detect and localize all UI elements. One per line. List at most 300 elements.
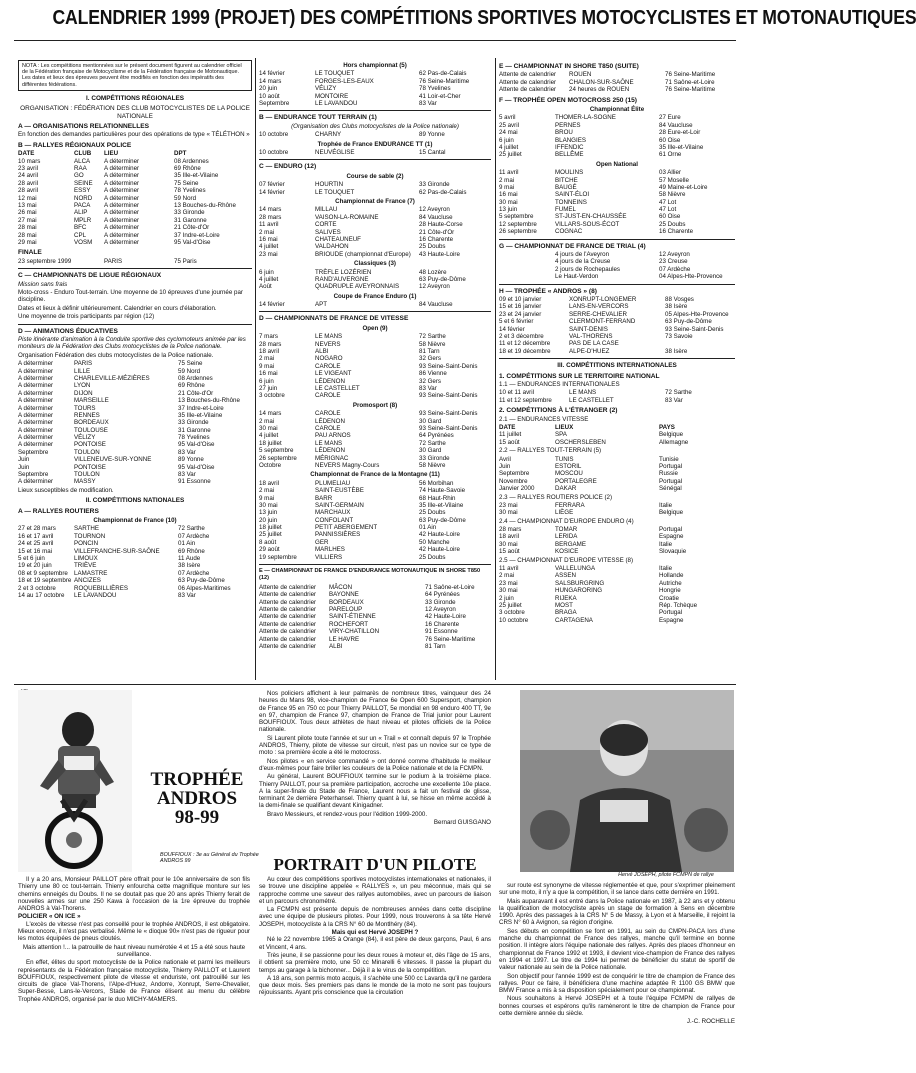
table-cell: 12 Aveyron [419,283,450,291]
table-row [499,184,735,191]
table-row [499,311,735,318]
table-cell: PONTOISE [74,441,106,449]
table-cell: Septembre [259,99,290,107]
table-cell: 58 Nièvre [659,191,686,199]
table-cell: LIMOUX [74,555,98,563]
table-cell: 12 Aveyron [659,251,690,259]
table-row [499,595,735,602]
table-cell: Hongrie [659,587,681,595]
table-cell: 18 avril [259,479,279,487]
table-cell: Belgique [659,509,684,517]
table-cell: SPA [555,431,567,439]
table-row [18,478,252,485]
table-cell: 63 Puy-de-Dôme [419,516,466,524]
table-row [499,565,735,572]
table-cell: 14 mars [259,77,282,85]
table-cell: 2 juin [499,594,514,602]
table-cell: Italie [659,540,673,548]
table-cell: A déterminer [104,194,140,202]
table-row [18,202,252,209]
table-row [499,199,735,206]
table-cell: 10 octobre [499,616,529,624]
table-row [499,463,735,470]
table-cell: 72 Sarthe [178,525,205,533]
paragraph: (Organisation des Clubs motocyclistes de la Police nationale) [291,122,459,130]
table-cell: MÉRIGNAC [315,454,349,462]
table-row [499,221,735,228]
divider [259,110,491,111]
table-row [259,440,491,447]
table-row [18,360,252,367]
table-cell: 47 Lot [659,198,677,206]
schedule-table [259,131,491,138]
table-cell: 12 mai [18,194,37,202]
table-row [499,617,735,624]
table-cell: 58 Nièvre [419,340,446,348]
table-row [18,592,252,599]
table-cell: 26 mai [18,209,37,217]
paragraph: Lieux susceptibles de modification. [18,486,114,494]
table-row [499,129,735,136]
table-cell: Sénégal [659,485,682,493]
divider [499,239,735,240]
table-cell: Hollande [659,572,684,580]
table-cell: BAUGÉ [555,183,577,191]
table-row [18,375,252,382]
schedule-table [499,431,735,446]
table-cell: 76 Seine-Maritime [425,635,476,643]
schedule-table [259,584,491,651]
subsection-heading: D — CHAMPIONNATS DE FRANCE DE VITESSE [259,315,409,323]
schedule-table [259,410,491,469]
finale-label: FINALE [18,249,42,257]
table-cell: 10 août [259,92,280,100]
schedule-table [499,502,735,517]
subsection-heading: 2. COMPÉTITIONS À L'ÉTRANGER (2) [499,407,618,415]
table-cell: 11 avril [259,221,279,229]
table-cell: TUNIS [555,455,574,463]
table-cell: 35 Ille-et-Vilaine [174,172,219,180]
table-cell: A déterminer [18,389,54,397]
table-cell: VAISON-LA-ROMAINE [315,213,379,221]
table-row [499,213,735,220]
table-cell: 07 Ardèche [659,265,691,273]
table-row [499,389,735,396]
table-cell: Attente de calendrier [499,86,557,94]
schedule-table [499,71,735,93]
table-cell: 18 avril [499,533,519,541]
table-cell: LÉDENON [315,377,345,385]
table-cell: NORD [74,194,93,202]
table-row [259,455,491,462]
table-cell: 62 Pas-de-Calais [419,188,467,196]
table-row [499,169,735,176]
table-cell: LE MANS [315,333,343,341]
table-cell: 13 Bouches-du-Rhône [174,201,236,209]
table-cell: 56 Morbihan [419,479,454,487]
table-cell: Le Haut-Verdon [555,273,599,281]
column-divider [495,58,496,680]
table-cell: 81 Tarn [425,642,446,650]
section-rule [14,684,736,685]
table-cell: Russie [659,470,678,478]
table-cell: A déterminer [104,165,140,173]
table-cell: Espagne [659,533,684,541]
table-cell: BORDEAUX [329,598,364,606]
table-cell: 28 Haute-Corse [419,221,463,229]
table-cell: LYON [74,382,91,390]
table-cell: 89 Yonne [178,456,204,464]
table-cell: 83 Var [419,99,437,107]
table-row [499,456,735,463]
table-cell: 42 Haute-Loire [419,546,460,554]
table-cell: CAROLE [315,424,341,432]
column-divider [255,58,256,680]
table-cell: KOSICE [555,548,579,556]
subsection-heading: A — ORGANISATIONS RELATIONNELLES [18,123,150,131]
divider [499,284,735,285]
table-cell: 38 Isère [665,347,688,355]
table-cell: FERRARA [555,501,585,509]
table-cell: ALBI [329,642,343,650]
table-cell: MARSEILLE [74,397,109,405]
table-row [259,480,491,487]
table-row [18,368,252,375]
table-row [18,525,252,532]
table-cell: 14 février [259,188,285,196]
table-cell: 35 Ille-et-Vilaine [419,501,464,509]
table-cell: 23 avril [18,165,38,173]
table-cell: MOSCOU [555,470,583,478]
table-cell: SARTHE [74,525,99,533]
table-cell: 88 Vosges [665,296,694,304]
table-row [499,114,735,121]
table-cell: 28 mars [499,526,522,534]
table-row [18,405,252,412]
table-cell: Attente de calendrier [259,635,317,643]
table-cell: 24 avril [18,172,38,180]
table-cell: 28 avril [18,179,38,187]
table-cell: 11 avril [499,169,519,177]
table-cell: TOULON [74,448,100,456]
table-cell: A déterminer [104,187,140,195]
table-cell: NEUVÉGLISE [315,148,355,156]
table-row [259,524,491,531]
table-cell: A déterminer [18,441,54,449]
table-cell: TOURS [74,404,96,412]
table-cell: 5 septembre [259,447,294,455]
table-row [18,570,252,577]
table-cell: NEVERS [315,340,341,348]
table-cell: 42 Haute-Loire [419,531,460,539]
subsection-heading: E — CHAMPIONNAT DE FRANCE D'ENDURANCE MOTONAUTIQUE IN SHORE T850 (12) [259,568,481,582]
table-cell: 28 Eure-et-Loir [659,129,701,137]
table-cell: 26 septembre [259,454,297,462]
table-cell: 89 Yonne [419,131,445,139]
table-row [18,172,252,179]
table-cell: 15 août [499,548,520,556]
table-cell: 10 octobre [259,148,289,156]
table-row [499,273,735,280]
table-cell: NEVERS Magny-Cours [315,461,380,469]
table-cell: A déterminer [18,382,54,390]
table-cell: BERGAME [555,540,586,548]
table-cell: 28 mai [18,231,37,239]
table-row [259,229,491,236]
table-cell: GO [74,172,84,180]
table-row [259,621,491,628]
table-cell: PONTOISE [74,463,106,471]
table-row [259,462,491,469]
table-cell: 19 septembre [259,553,297,561]
table-cell: QUADRUPLE AVEYRONNAIS [315,283,400,291]
table-cell: MARLHES [315,546,345,554]
table-cell: 86 Vienne [419,370,447,378]
table-row [499,509,735,516]
table-cell: ALPE-D'HUEZ [569,347,610,355]
table-row [259,149,491,156]
table-cell: A déterminer [104,172,140,180]
table-cell: 30 mai [499,198,518,206]
table-cell: 18 avril [259,348,279,356]
table-cell: A déterminer [104,201,140,209]
table-cell: VILLENEUVE-SUR-YONNE [74,456,152,464]
divider [259,564,491,565]
table-cell: 93 Seine-Saint-Denis [419,392,478,400]
table-cell: VAL-THORENS [569,332,613,340]
table-cell: DAKAR [555,485,577,493]
table-row [18,382,252,389]
table-cell: 91 Essonne [425,628,458,636]
table-cell: VOSM [74,238,93,246]
subsection-heading: D — ANIMATIONS ÉDUCATIVES [18,327,118,335]
table-cell: 61 Orne [659,151,682,159]
table-cell: 69 Rhône [178,547,205,555]
subsection-heading: C — ENDURO (12) [259,163,317,171]
sub-heading: Championnat de France (7) [335,197,415,205]
table-row [499,296,735,303]
table-cell: FORGES-LES-EAUX [315,77,374,85]
table-cell: Septembre [18,448,49,456]
table-cell: 10 mars [18,157,41,165]
paragraph: Organisation Fédération des clubs motocyclistes de la Police nationale. [18,351,214,359]
table-cell: 13 Bouches-du-Rhône [178,397,240,405]
table-cell: RENNES [74,411,100,419]
table-cell: 16 mai [499,191,518,199]
table-cell: 07 Ardèche [178,569,210,577]
divider [18,324,252,325]
table-cell: 58 Nièvre [419,461,446,469]
table-cell: 27 Eure [659,114,681,122]
table-cell: 78 Yvelines [178,434,210,442]
table-cell: 72 Sarthe [419,333,446,341]
table-row [499,258,735,265]
table-row [259,584,491,591]
table-cell: 09 et 10 janvier [499,296,542,304]
table-cell: OSCHERSLEBEN [555,438,606,446]
table-cell: 62 Pas-de-Calais [419,70,467,78]
table-cell: 95 Val-d'Oise [174,238,211,246]
table-cell: 03 Allier [659,169,682,177]
table-cell: 57 Moselle [659,176,689,184]
table-cell: 83 Var [178,471,196,479]
table-cell: 32 Gers [419,355,442,363]
table-cell: A déterminer [18,404,54,412]
table-cell: 64 Pyrénées [419,432,454,440]
table-cell: 38 Isère [178,562,201,570]
table-cell: PERNES [555,121,581,129]
table-cell: FUMEL [555,206,576,214]
table-cell: 14 au 17 octobre [18,591,65,599]
table-cell: LILLE [74,367,91,375]
table-cell: 14 février [259,301,285,309]
paragraph: 2.2 — RALLYES TOUT-TERRAIN (5) [499,447,602,455]
table-cell: 83 Var [178,591,196,599]
table-cell: 20 juin [259,516,278,524]
table-row [259,333,491,340]
table-cell: 37 Indre-et-Loire [174,231,220,239]
table-cell: 08 Ardennes [178,374,213,382]
table-cell: BORDEAUX [74,419,109,427]
table-row [18,471,252,478]
table-row [259,283,491,290]
table-cell: Portugal [659,609,683,617]
table-row [499,478,735,485]
schedule-table [499,526,735,556]
table-cell: LAMASTRE [74,569,108,577]
table-row [259,606,491,613]
table-cell: 16 mai [259,370,278,378]
table-cell: BRIOUDE (championnat d'Europe) [315,250,411,258]
table-cell: CAROLE [315,362,341,370]
table-cell: TRIÈVE [74,562,97,570]
table-cell: ROQUEBILLIÈRES [74,584,128,592]
table-row [18,180,252,187]
table-cell: A déterminer [104,179,140,187]
table-row [259,78,491,85]
table-cell: 15 et 16 mai [18,547,53,555]
table-cell: LE VIGEANT [315,370,352,378]
table-cell: LE TOUQUET [315,70,355,78]
table-cell: LE LAVANDOU [315,99,358,107]
table-cell: BROU [555,129,573,137]
table-cell: Septembre [499,470,530,478]
table-cell: 47 Lot [659,206,677,214]
table-row [18,585,252,592]
table-cell: 2 mai [259,355,275,363]
schedule-table [499,456,735,493]
subsection-heading: F — TROPHÉE OPEN MOTOCROSS 250 (15) [499,96,638,104]
table-cell [665,340,735,347]
table-cell: 25 juillet [259,531,282,539]
table-row [259,531,491,538]
table-cell: 84 Vaucluse [419,301,453,309]
table-cell: VILLIERS [315,553,343,561]
table-cell: PETIT ABERGEMENT [315,524,378,532]
portrait-article-continued: sur route est synonyme de vitesse réglementée et que, pour s'exprimer pleinement sur une moto, il n'y a que la compétition, il se lance dans cette dernière en 1991. Mais auparavant il est entré dans la Police nationale en 1987, à 22 ans et y obtenu la qualification de motocycliste après un stage de formation à Sens en décembre 1990. Après des passages à la CRS N° 5 de Massy, à Lyon et à Marseille, il rejoint la CRS N° 60 à Avignon, sa région d'origine. Ses débuts en compétition se font en 1991, au sein du CMPN-PACA lors d'une manche du championnat de France des rallyes, manche qu'il termine en bonne position. Il intègre alors l'équipe nationale des rallyes. Après des places d'honneur en championnat de France 1992 et 1993, il devient vice-champion de France des rallyes en 1994 et 1997. Le titre de 1994 lui permet de bénéficier du statut de sportif de valeur nationale au sein de la Police nationale. Son objectif pour l'année 1999 est de conquérir le titre de champion de France des rallyes. Pour ce faire, il bénéficiera d'une machine adaptée R 1100 GS BMW que BMW France a mis à sa disposition spécialement pour ce championnat. Nous souhaitons à Hervé JOSEPH et à toute l'équipe FCMPN de rallyes de bonnes courses et espérons qu'ils ramèneront le titre de champion de France pour cette dernière année du siècle. J.-C. ROCHELLE [499,882,735,1026]
table-cell: 68 Haut-Rhin [419,494,456,502]
table-cell [499,266,555,273]
table-cell: Slovaquie [659,548,687,556]
table-row [259,355,491,362]
sub-heading: Coupe de France Enduro (1) [333,292,417,300]
table-cell: ALBI [315,348,329,356]
column-3 [499,60,735,624]
table-row [18,165,252,172]
table-cell: 14 mars [259,206,282,214]
table-cell: 24 et 25 avril [18,540,54,548]
paragraph: 2.4 — CHAMPIONNAT D'EUROPE ENDURO (4) [499,517,634,525]
table-cell: 04 Alpes-Hte-Provence [659,273,723,281]
table-cell: 05 Alpes-Hte-Provence [665,310,729,318]
table-cell: 63 Puy-de-Dôme [419,275,466,283]
section-heading: I. COMPÉTITIONS RÉGIONALES [86,94,184,102]
table-cell: Octobre [259,461,282,469]
table-cell: 78 Yvelines [174,187,206,195]
table-cell: 33 Gironde [178,419,209,427]
table-cell: 2 jours de Rochepaules [555,265,621,273]
table-row [259,206,491,213]
sub-heading: Open National [596,160,638,168]
table-cell: 29 août [259,546,280,554]
table-cell: 9 mai [499,183,515,191]
table-cell: LERIDA [555,533,578,541]
table-row [18,540,252,547]
table-row [18,449,252,456]
table-cell: 75 Seine [174,179,199,187]
table-row [18,397,252,404]
table-cell: 18 juillet [259,439,282,447]
table-cell: ESSY [74,187,91,195]
schedule-table [259,206,491,258]
table-row [499,79,735,86]
table-row [499,144,735,151]
table-cell: 12 Aveyron [419,206,450,214]
table-cell: SALSBURGRING [555,579,605,587]
table-cell: 27 juin [259,385,278,393]
table-cell: A déterminer [18,478,54,486]
table-row [499,340,735,347]
table-cell: Espagne [659,616,684,624]
schedule-table [259,301,491,308]
column-1 [18,60,252,599]
schedule-table [259,149,491,156]
table-cell: 63 Puy-de-Dôme [665,318,712,326]
table-cell: ESTORIL [555,462,582,470]
table-row [259,599,491,606]
table-cell: A déterminer [104,224,140,232]
table-row [259,418,491,425]
table-cell: 27 mai [18,216,37,224]
table-cell: MOULINS [555,169,584,177]
table-cell: 30 mai [499,509,518,517]
divider [259,159,491,160]
table-cell: 75 Seine [178,360,203,368]
table-cell: 32 Gers [419,377,442,385]
table-cell: 71 Saône-et-Loire [665,78,715,86]
table-cell: 50 Manche [419,538,450,546]
motorcyclist-photo [18,690,132,872]
table-row [259,251,491,258]
table-cell: VILLEFRANCHE-SUR-SAÔNE [74,547,160,555]
table-cell: 76 Seine-Maritime [665,86,716,94]
table-row [499,177,735,184]
table-cell: 72 Sarthe [665,389,692,397]
table-row [259,341,491,348]
table-cell: SAINT-DENIS [569,325,608,333]
paragraph: Moto-cross - Enduro Tout-terrain. Une moyenne de 10 épreuves d'une journée par discipline. [18,288,243,304]
table-cell: 30 mai [499,587,518,595]
